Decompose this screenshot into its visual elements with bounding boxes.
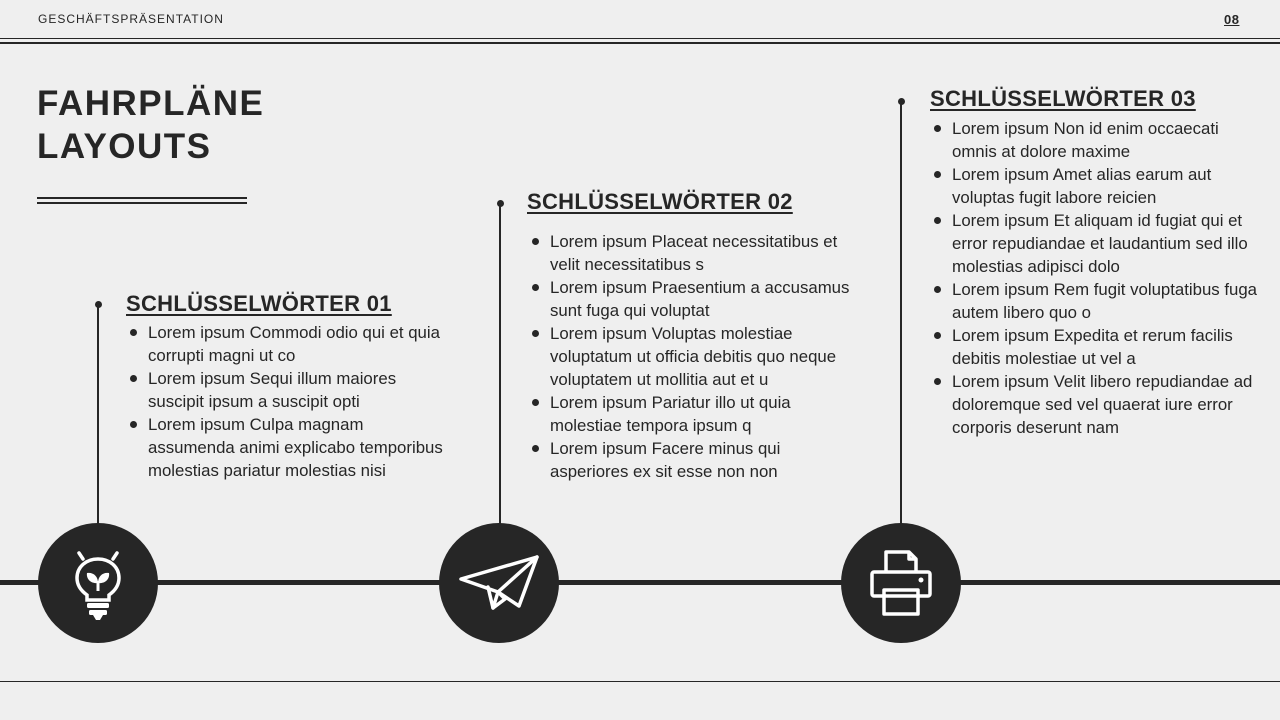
list-item: Lorem ipsum Velit libero repudiandae ad doloremque sed vel quaerat iure error corporis deserunt nam <box>952 370 1264 439</box>
list-item: Lorem ipsum Culpa magnam assumenda animi explicabo temporibus molestias pariatur molestias nisi <box>148 413 448 482</box>
list-item: Lorem ipsum Pariatur illo ut quia molestiae tempora ipsum q <box>550 391 860 437</box>
column-list-3 <box>930 117 1264 439</box>
milestone-circle-2 <box>439 523 559 643</box>
milestone-connector-1 <box>97 304 99 526</box>
list-item: Lorem ipsum Commodi odio qui et quia corrupti magni ut co <box>148 321 448 367</box>
title-rule-top <box>37 197 247 199</box>
list-item: Lorem ipsum Non id enim occaecati omnis at dolore maxime <box>952 117 1264 163</box>
list-item: Lorem ipsum Amet alias earum aut voluptas fugit labore reicien <box>952 163 1264 209</box>
page-title <box>37 82 264 168</box>
title-line-2: LAYOUTS <box>37 127 212 166</box>
list-item: Lorem ipsum Placeat necessitatibus et velit necessitatibus s <box>550 230 860 276</box>
milestone-connector-2 <box>499 203 501 526</box>
printer-icon <box>869 548 933 618</box>
page-number: 08 <box>1224 12 1240 27</box>
column-list-2 <box>528 230 860 483</box>
column-heading-2: SCHLÜSSELWÖRTER 02 <box>527 189 793 214</box>
paper-plane-icon <box>457 553 541 613</box>
list-item: Lorem ipsum Facere minus qui asperiores ex sit esse non non <box>550 437 860 483</box>
list-item: Lorem ipsum Voluptas molestiae voluptatum ut officia debitis quo neque voluptatem ut mollitia aut et u <box>550 322 860 391</box>
lightbulb-icon <box>68 543 128 623</box>
column-heading-3: SCHLÜSSELWÖRTER 03 <box>930 86 1196 111</box>
list-item: Lorem ipsum Praesentium a accusamus sunt fuga qui voluptat <box>550 276 860 322</box>
list-item: Lorem ipsum Et aliquam id fugiat qui et error repudiandae et laudantium sed illo molestias adipisci dolo <box>952 209 1264 278</box>
list-item: Lorem ipsum Rem fugit voluptatibus fuga autem libero quo o <box>952 278 1264 324</box>
column-list-1 <box>126 321 448 482</box>
presentation-label: GESCHÄFTSPRÄSENTATION <box>38 12 224 26</box>
title-rule-bottom <box>37 202 247 204</box>
timeline-line <box>0 580 1280 585</box>
header-rule-top <box>0 38 1280 39</box>
milestone-circle-3 <box>841 523 961 643</box>
list-item: Lorem ipsum Expedita et rerum facilis debitis molestiae ut vel a <box>952 324 1264 370</box>
column-heading-1: SCHLÜSSELWÖRTER 01 <box>126 291 392 316</box>
list-item: Lorem ipsum Sequi illum maiores suscipit ipsum a suscipit opti <box>148 367 448 413</box>
milestone-circle-1 <box>38 523 158 643</box>
title-line-1: FAHRPLÄNE <box>37 84 265 123</box>
milestone-connector-3 <box>900 101 902 526</box>
header-rule-bottom <box>0 42 1280 44</box>
footer-rule <box>0 681 1280 682</box>
